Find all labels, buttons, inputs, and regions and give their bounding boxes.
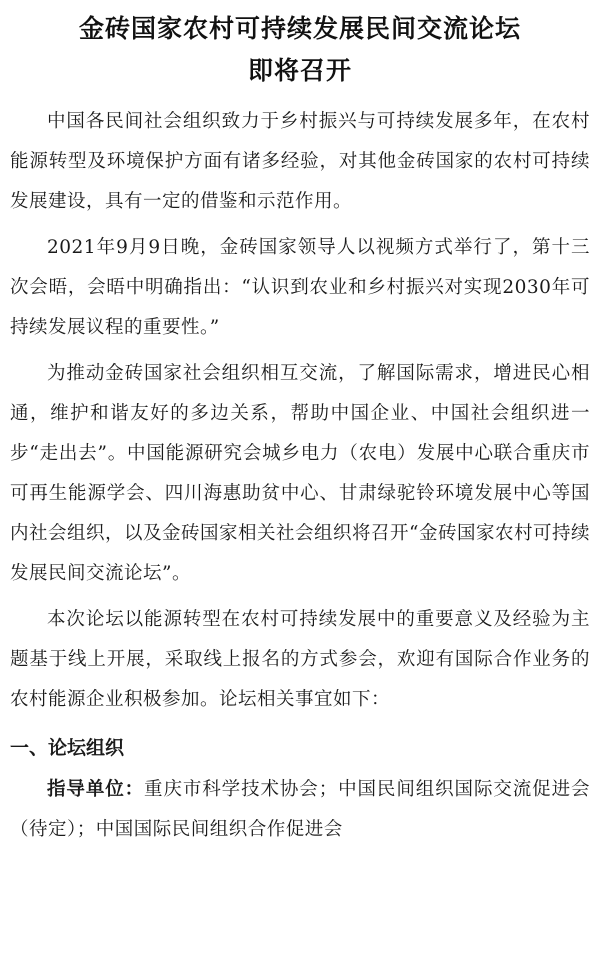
document-body (10, 102, 590, 850)
section-heading-forum-organization: 一、论坛组织 (10, 737, 125, 759)
title-line-2: 即将召开 (247, 56, 352, 85)
guidance-text: 重庆市科学技术协会；中国民间组织国际交流促进会（待定）；中国国际民间组织合作促进会 (10, 779, 590, 840)
guidance-label: 指导单位： (47, 779, 145, 800)
paragraph-brics-summit: 2021年9月9日晚，金砖国家领导人以视频方式举行了，第十三次会晤，会晤中明确指出：“认识到农业和乡村振兴对实现2030年可持续发展议程的重要性。” (10, 237, 590, 338)
paragraph-intro: 中国各民间社会组织致力于乡村振兴与可持续发展多年，在农村能源转型及环境保护方面有诸多经验，对其他金砖国家的农村可持续发展建设，具有一定的借鉴和示范作用。 (10, 111, 590, 212)
document-title (10, 0, 590, 92)
paragraph-forum-organizers: 为推动金砖国家社会组织相互交流，了解国际需求，增进民心相通，维护和谐友好的多边关系，帮助中国企业、中国社会组织进一步“走出去”。中国能源研究会城乡电力（农电）发展中心联合重庆市可再生能源学会、四川海惠助贫中心、甘肃绿驼铃环境发展中心等国内社会组织，以及金砖国家相关社会组织将召开“金砖国家农村可持续发展民间交流论坛”。 (10, 363, 590, 584)
paragraph-guidance-units (10, 770, 590, 850)
paragraph-forum-theme: 本次论坛以能源转型在农村可持续发展中的重要意义及经验为主题基于线上开展，采取线上报名的方式参会，欢迎有国际合作业务的农村能源企业积极参加。论坛相关事宜如下： (10, 609, 590, 710)
title-line-1: 金砖国家农村可持续发展民间交流论坛 (78, 14, 521, 43)
